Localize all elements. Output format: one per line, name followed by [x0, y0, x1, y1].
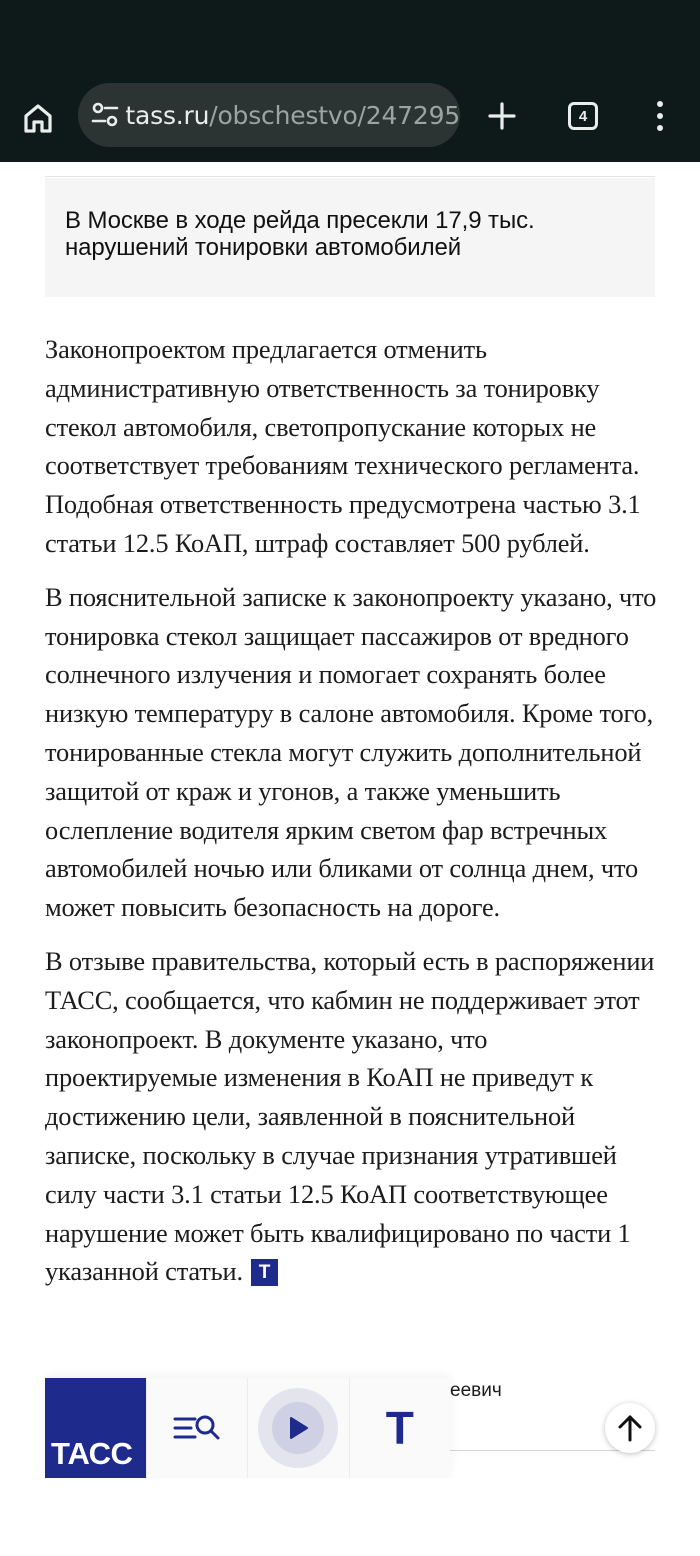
- related-article-card[interactable]: [45, 178, 655, 297]
- more-options-button[interactable]: [640, 92, 680, 140]
- tass-t-icon: T: [385, 1402, 414, 1454]
- site-info-button[interactable]: [88, 95, 121, 135]
- home-icon: [21, 101, 55, 135]
- bottom-blank-area: [0, 1478, 700, 1556]
- article-body: [45, 330, 657, 1306]
- more-vert-icon: [657, 101, 663, 107]
- play-button-ring: [258, 1388, 338, 1468]
- more-vert-icon: [657, 125, 663, 131]
- article-paragraph: В пояснительной записке к законопроекту указано, что тонировка стекол защищает пассажиров от вредного солнечного излучения и помогает сохранять более низкую температуру в салоне автомобиля. Кроме того, тонированные стекла могут служить дополнительной защитой от краж и угонов, а также уменьшить ослепление водителя ярким светом фар встречных автомобилей ночью или бликами от солнца днем, что может повысить безопасность на дороге.: [45, 581, 657, 923]
- tab-switcher-button[interactable]: [559, 92, 607, 140]
- play-button[interactable]: [247, 1378, 349, 1478]
- divider: [45, 176, 655, 177]
- arrow-up-icon: [615, 1413, 645, 1443]
- address-bar[interactable]: [78, 83, 460, 147]
- tass-logo-button[interactable]: [45, 1378, 146, 1478]
- tass-t-button[interactable]: [349, 1378, 451, 1478]
- url-host: tass.ru: [125, 100, 210, 130]
- home-button[interactable]: [14, 94, 62, 142]
- bottom-navigation: [45, 1378, 450, 1478]
- url-text[interactable]: [125, 101, 460, 130]
- article-paragraph: Законопроектом предлагается отменить административную ответственность за тонировку стекол автомобиля, светопропускание которых не соответствует требованиям технического регламента. Подобная ответственность предусмотрена частью 3.1 статьи 12.5 КоАП, штраф составляет 500 рублей.: [45, 334, 641, 558]
- more-vert-icon: [657, 113, 663, 119]
- tab-count: 4: [578, 107, 588, 125]
- author-name: еевич: [450, 1380, 502, 1401]
- play-icon: [286, 1415, 310, 1441]
- menu-search-button[interactable]: [146, 1378, 248, 1478]
- status-bar: [0, 0, 700, 72]
- article-paragraph: [45, 942, 657, 1291]
- browser-toolbar: [0, 72, 700, 162]
- tab-switcher-icon: [568, 102, 598, 130]
- article-end-mark: T: [251, 1259, 278, 1286]
- related-article-title[interactable]: В Москве в ходе рейда пресекли 17,9 тыс. нарушений тонировки автомобилей: [65, 207, 535, 261]
- new-tab-button[interactable]: [478, 92, 526, 140]
- tass-logo-text: ТАСС: [51, 1436, 133, 1471]
- plus-icon: [487, 101, 517, 131]
- url-path: /obschestvo/247295: [209, 100, 460, 130]
- menu-search-icon: [173, 1413, 221, 1443]
- scroll-to-top-button[interactable]: [605, 1403, 655, 1453]
- play-button-core: [272, 1402, 324, 1454]
- article-paragraph-text: В отзыве правительства, который есть в распоряжении ТАСС, сообщается, что кабмин не поддерживает этот законопроект. В документе указано, что проектируемые изменения в КоАП не приведут к достижению цели, заявленной в пояснительной записке, поскольку в случае признания утратившей силу части 3.1 статьи 12.5 КоАП соответствующее нарушение может быть квалифицировано по части 1 указанной статьи.: [45, 945, 655, 1287]
- tune-icon: [90, 100, 120, 130]
